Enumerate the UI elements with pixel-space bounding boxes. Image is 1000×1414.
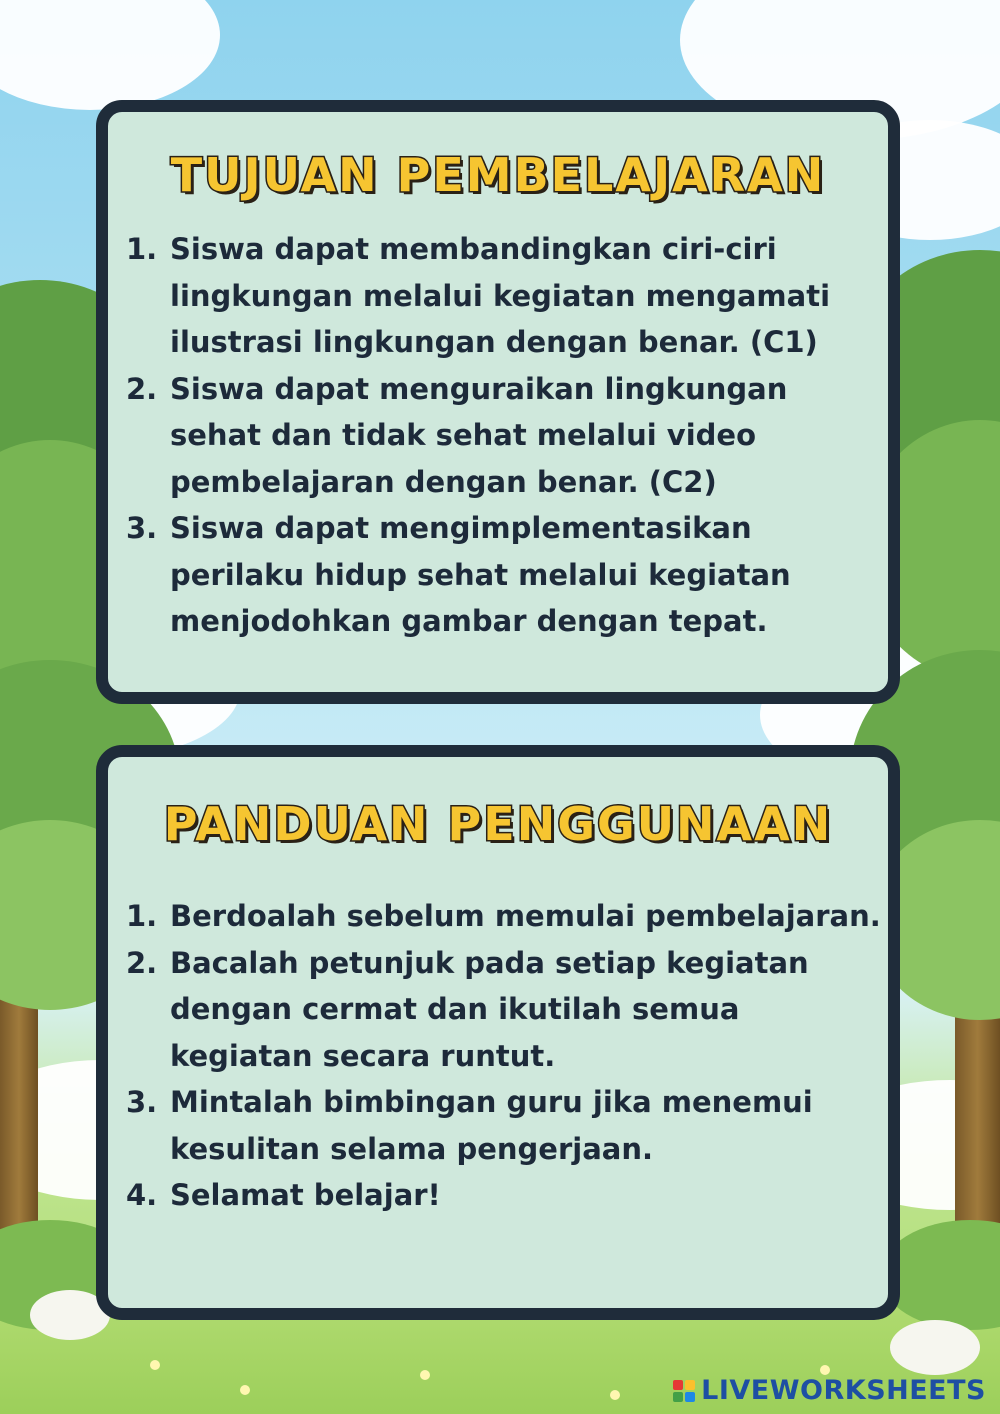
list-item-text: Siswa dapat membandingkan ciri-ciri lingkungan melalui kegiatan mengamati ilustrasi lingkungan dengan benar. (C1) [170,232,831,359]
list-item-text: Bacalah petunjuk pada setiap kegiatan dengan cermat dan ikutilah semua kegiatan secara runtut. [170,945,809,1073]
flower [240,1385,250,1395]
usage-guide-title: PANDUAN PENGGUNAAN [163,797,833,851]
list-number: 4. [126,1178,158,1212]
list-item [108,893,888,940]
list-number: 2. [126,371,158,406]
flower [820,1365,830,1375]
list-item [108,940,888,1080]
list-item [108,505,888,645]
flower [420,1370,430,1380]
list-item [108,226,888,366]
list-number: 2. [126,945,158,980]
list-number: 3. [126,1085,158,1119]
list-item-text: Selamat belajar! [170,1178,441,1212]
list-item-text: Berdoalah sebelum memulai pembelajaran. [170,899,881,933]
learning-objectives-list [108,226,888,645]
list-item-text: Mintalah bimbingan guru jika menemui kesulitan selama pengerjaan. [170,1085,813,1166]
list-number: 1. [126,899,158,933]
brand-label: LIVEWORKSHEETS [701,1375,986,1406]
cloud [0,0,220,110]
learning-objectives-card [96,100,900,704]
liveworksheets-logo-icon [673,1380,695,1402]
flower [610,1390,620,1400]
list-number: 1. [126,232,158,266]
usage-guide-card [96,745,900,1320]
flower [150,1360,160,1370]
list-item-text: Siswa dapat menguraikan lingkungan sehat dan tidak sehat melalui video pembelajaran dengan benar. (C2) [170,371,788,499]
usage-guide-list [108,893,888,1219]
list-item [108,1172,888,1219]
list-item [108,1079,888,1172]
list-number: 3. [126,511,158,545]
bunny [890,1320,980,1375]
list-item [108,366,888,506]
list-item-text: Siswa dapat mengimplementasikan perilaku hidup sehat melalui kegiatan menjodohkan gambar dengan tepat. [170,511,791,638]
liveworksheets-brand[interactable] [673,1375,986,1406]
learning-objectives-title: TUJUAN PEMBELAJARAN [170,148,826,202]
